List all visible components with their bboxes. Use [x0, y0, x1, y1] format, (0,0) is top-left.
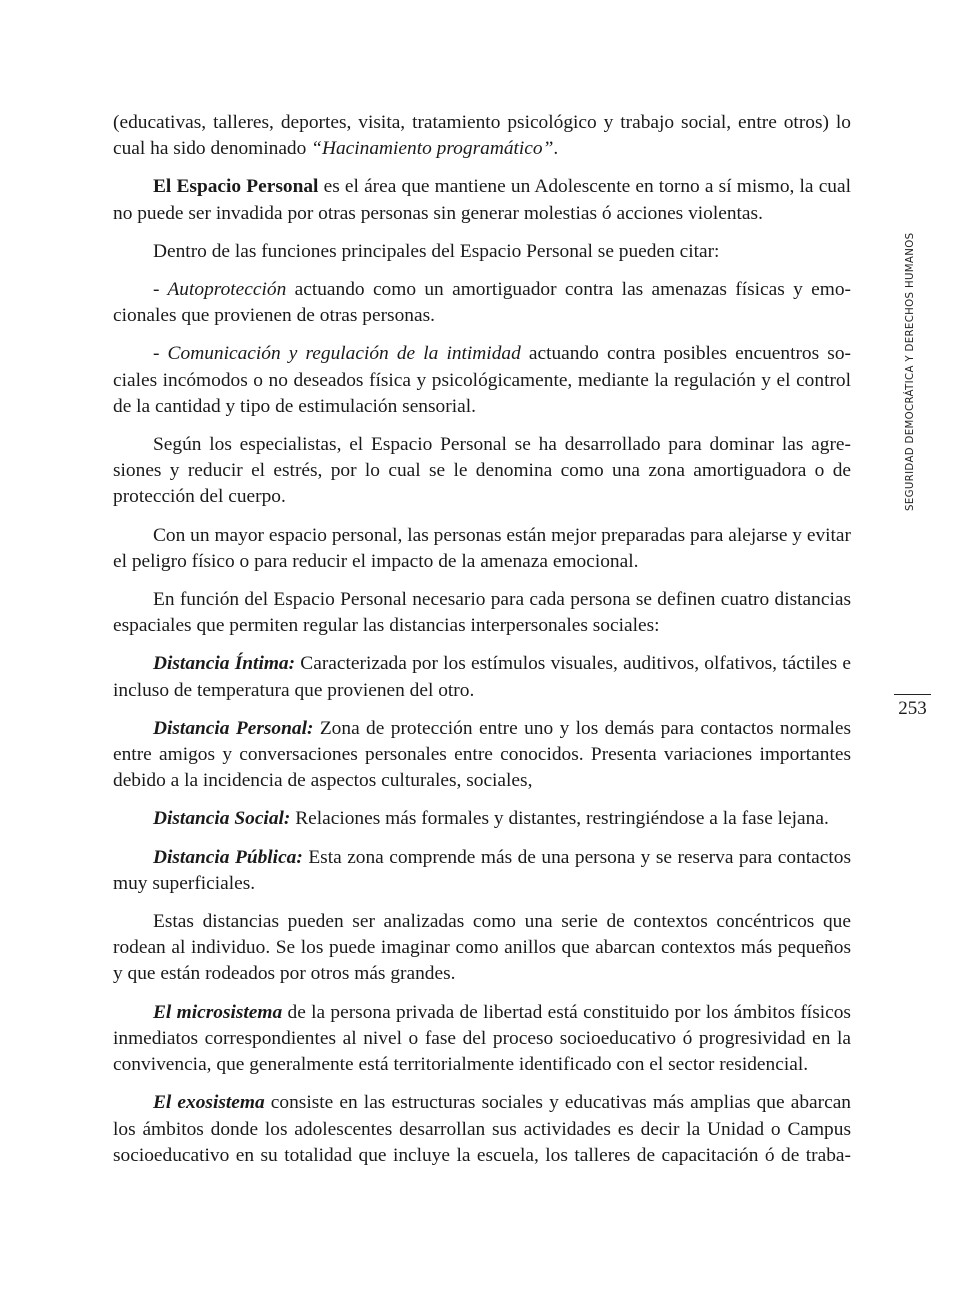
paragraph-text: es el área que mantiene un Adolescente en torno a sí mismo, la cual no puede ser invadida por otras personas sin generar molestias ó acciones violentas.	[113, 176, 851, 224]
paragraph-funciones	[113, 239, 851, 265]
paragraph-text: Según los especialistas, el Espacio Personal se ha desarrollado para dominar las agresiones y reducir el estrés, por lo cual se le denomina como una zona amortiguadora o de protección del cuerpo.	[113, 434, 851, 508]
term-espacio-personal: El Espacio Personal	[153, 176, 319, 198]
term-microsistema: El microsistema	[153, 1001, 283, 1023]
paragraph-contextos	[113, 909, 851, 988]
paragraph-text: consiste en las estructuras sociales y educativas más amplias que abarcan los ámbitos donde los adolescentes desarrollan sus actividades es decir la Unidad o Campus socioeducativo en su totalidad que incluye la escuela, los talleres de capacitación ó de traba-	[113, 1092, 851, 1166]
page-number: 253	[898, 698, 927, 719]
paragraph-exosistema	[113, 1090, 851, 1169]
paragraph-text: Esta zona comprende más de una persona y se reserva para contactos muy superficiales.	[113, 846, 851, 894]
paragraph-text: actuando contra posibles encuentros sociales incómodos o no deseados física y psicológicamente, mediante la regulación y el control de la cantidad y tipo de estimulación sensorial.	[113, 343, 851, 417]
paragraph-text: Con un mayor espacio personal, las personas están mejor preparadas para alejarse y evitar el peligro físico o para reducir el impacto de la amenaza emocional.	[113, 524, 851, 572]
paragraph-text: En función del Espacio Personal necesario para cada persona se definen cuatro distancias espaciales que permiten regular las distancias interpersonales sociales:	[113, 589, 851, 637]
paragraph-hacinamiento	[113, 110, 851, 162]
term-distancia-publica: Distancia Pública:	[153, 846, 303, 868]
paragraph-text: (educativas, talleres, deportes, visita, tratamiento psicológico y trabajo social, entre otros) lo cual ha sido denominado	[113, 112, 851, 160]
list-item-autoproteccion	[113, 277, 851, 329]
paragraph-text: Relaciones más formales y distantes, restringiéndose a la fase lejana.	[290, 808, 829, 830]
paragraph-espacio-personal	[113, 174, 851, 226]
paragraph-text: Dentro de las funciones principales del Espacio Personal se pueden citar:	[153, 240, 720, 262]
paragraph-text: de la persona privada de libertad está constituido por los ámbitos físicos inmediatos correspondientes al nivel o fase del proceso socioeducativo ó progresividad en la convivencia, que generalmente está territorialmente identificado con el sector residencial.	[113, 1001, 851, 1076]
definition-distancia-intima	[113, 651, 851, 703]
paragraph-distancias-intro	[113, 587, 851, 639]
definition-distancia-personal	[113, 716, 851, 795]
paragraph-text: .	[553, 138, 559, 160]
definition-distancia-publica	[113, 845, 851, 897]
term-hacinamiento: “Hacinamiento programático”	[311, 138, 554, 160]
definition-distancia-social	[113, 806, 851, 832]
term-autoproteccion: - Autoprotección	[153, 279, 287, 301]
term-comunicacion: - Comunicación y regulación de la intimidad	[153, 343, 521, 365]
paragraph-text: actuando como un amortiguador contra las amenazas físicas y emocionales que provienen de otras personas.	[113, 279, 852, 327]
page-number-rule	[894, 694, 931, 695]
list-item-comunicacion	[113, 341, 851, 420]
paragraph-text: Zona de protección entre uno y los demás para contactos normales entre amigos y conversaciones personales entre conocidos. Presenta variaciones importantes debido a la incidencia de aspectos culturales, sociales,	[113, 717, 852, 792]
paragraph-mayor-espacio	[113, 523, 851, 575]
term-distancia-personal: Distancia Personal:	[153, 717, 314, 739]
paragraph-text: Caracterizada por los estímulos visuales, auditivos, olfativos, táctiles e incluso de temperatura que provienen del otro.	[113, 653, 851, 701]
paragraph-text: Estas distancias pueden ser analizadas como una serie de contextos concéntricos que rodean al individuo. Se los puede imaginar como anillos que abarcan contextos más pequeños y que están rodeados por otros más grandes.	[113, 911, 851, 985]
paragraph-especialistas	[113, 432, 851, 511]
running-head-text: SEGURIDAD DEMOCRÁTICA Y DERECHOS HUMANOS	[905, 232, 916, 511]
term-exosistema: El exosistema	[153, 1092, 265, 1114]
term-distancia-social: Distancia Social:	[153, 808, 291, 830]
body-text	[113, 110, 851, 1181]
term-distancia-intima: Distancia Íntima:	[153, 653, 296, 675]
paragraph-microsistema	[113, 1000, 851, 1079]
